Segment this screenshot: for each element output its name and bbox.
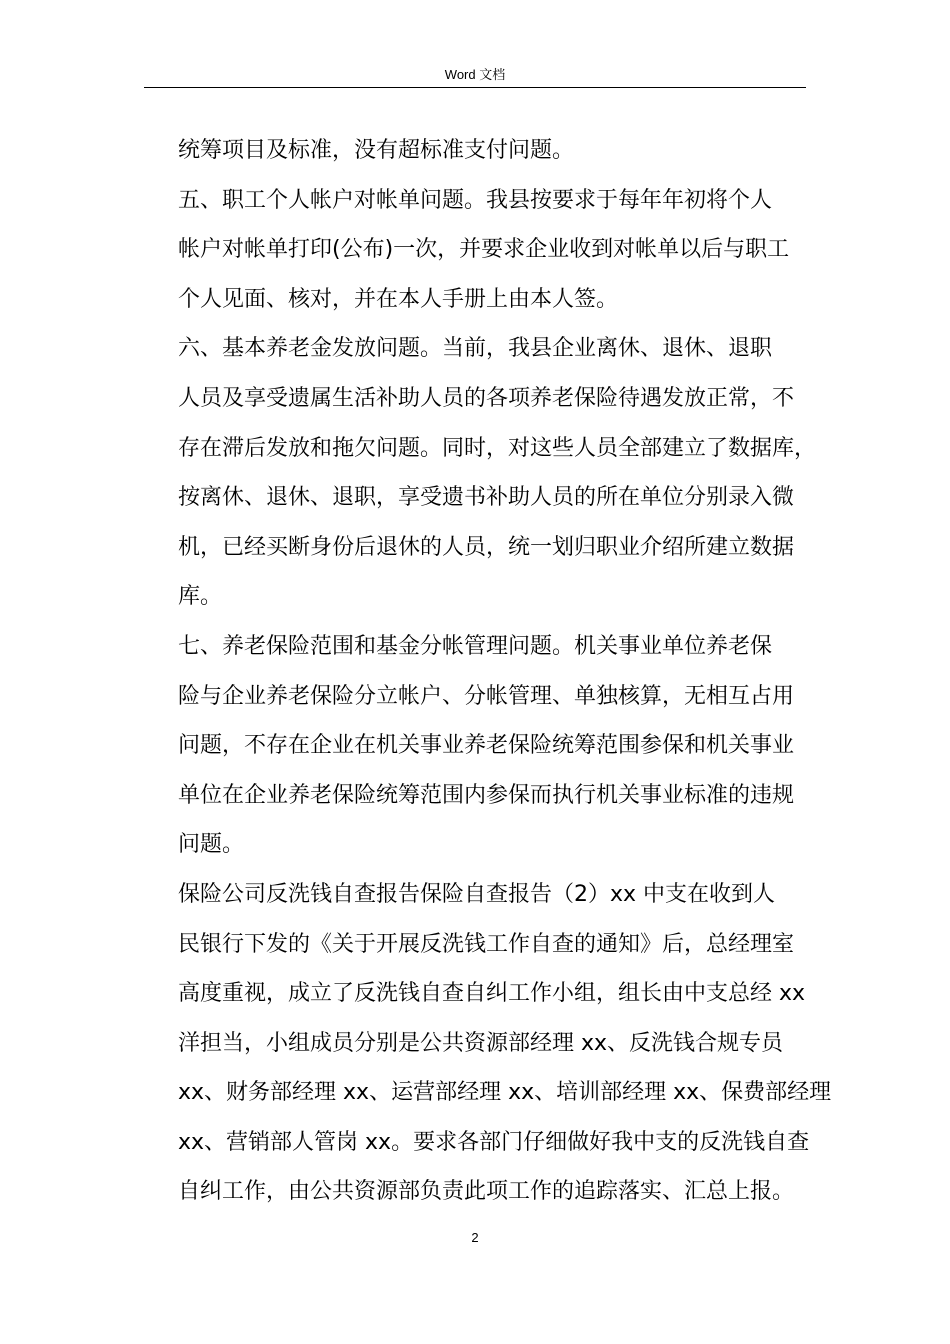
header-divider — [144, 87, 806, 88]
page-header: Word 文档 — [444, 67, 506, 82]
text-line: 险与企业养老保险分立帐户、分帐管理、单独核算，无相互占用 — [178, 683, 795, 709]
text-line: 民银行下发的《关于开展反洗钱工作自查的通知》后，总经理室 — [178, 931, 795, 957]
text-line: 七、养老保险范围和基金分帐管理问题。机关事业单位养老保 — [178, 633, 773, 659]
document-body — [178, 126, 832, 1217]
text-line: 高度重视，成立了反洗钱自查自纠工作小组，组长由中支总经 xx — [178, 981, 806, 1007]
text-line: 按离休、退休、退职，享受遗书补助人员的所在单位分别录入微 — [178, 485, 795, 511]
text-line: 个人见面、核对，并在本人手册上由本人签。 — [178, 286, 619, 312]
text-line: 问题。 — [178, 832, 245, 858]
text-line: 自纠工作，由公共资源部负责此项工作的追踪落实、汇总上报。 — [178, 1179, 795, 1205]
text-line: xx、财务部经理 xx、运营部经理 xx、培训部经理 xx、保费部经理 — [178, 1080, 832, 1106]
page-number: 2 — [471, 1230, 479, 1245]
text-line: 存在滞后发放和拖欠问题。同时，对这些人员全部建立了数据库， — [178, 435, 817, 461]
text-line: 五、职工个人帐户对帐单问题。我县按要求于每年年初将个人 — [178, 187, 773, 213]
text-line: 帐户对帐单打印(公布)一次，并要求企业收到对帐单以后与职工 — [178, 237, 790, 263]
text-line: 统筹项目及标准，没有超标准支付问题。 — [178, 138, 575, 163]
text-line: 单位在企业养老保险统筹范围内参保而执行机关事业标准的违规 — [178, 782, 795, 808]
text-line: 问题，不存在企业在机关事业养老保险统筹范围参保和机关事业 — [178, 733, 795, 759]
text-line: 洋担当，小组成员分别是公共资源部经理 xx、反洗钱合规专员 — [178, 1030, 784, 1056]
text-line: 人员及享受遗属生活补助人员的各项养老保险待遇发放正常，不 — [178, 385, 795, 411]
text-line: 库。 — [178, 584, 223, 610]
text-line: 机，已经买断身份后退休的人员，统一划归职业介绍所建立数据 — [178, 534, 795, 560]
text-line: 保险公司反洗钱自查报告保险自查报告（2）xx 中支在收到人 — [178, 881, 776, 907]
text-line: xx、营销部人管岗 xx。要求各部门仔细做好我中支的反洗钱自查 — [178, 1129, 810, 1155]
text-line: 六、基本养老金发放问题。当前，我县企业离休、退休、退职 — [178, 336, 773, 362]
